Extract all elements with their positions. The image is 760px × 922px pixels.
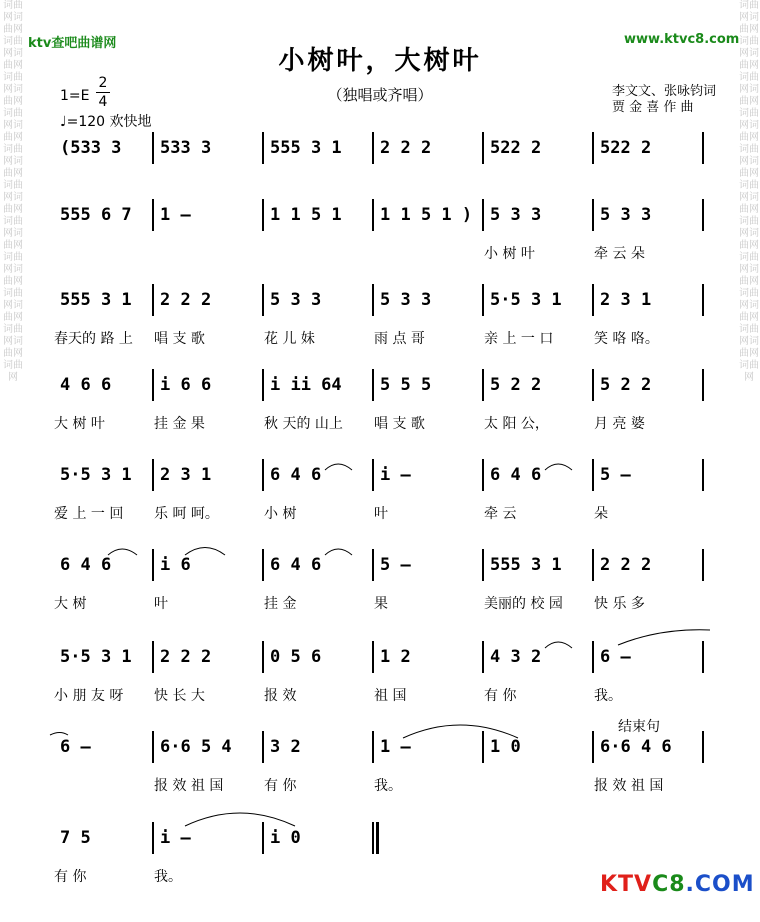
measure-lyrics: 小 树 — [264, 506, 297, 522]
measure-notes: 1 – — [160, 205, 191, 225]
measure-notes: 522 2 — [600, 138, 652, 158]
measure-lyrics: 爱 上 一 回 — [54, 506, 124, 522]
measure-notes: 5·5 3 1 — [490, 290, 562, 310]
measure-lyrics: 报 效 祖 国 — [154, 778, 224, 794]
measure-notes: 5·5 3 1 — [60, 465, 132, 485]
measure-lyrics: 秋 天的 山上 — [264, 416, 343, 432]
measure-lyrics: 太 阳 公， — [484, 416, 549, 432]
slur-arc — [185, 548, 225, 556]
tempo-marking: ♩=120 欢快地 — [60, 114, 152, 130]
measure-lyrics: 报 效 祖 国 — [594, 778, 664, 794]
measure-notes: 1 2 — [380, 647, 411, 667]
site-name-left: ktv查吧曲谱网 — [28, 36, 117, 51]
measure-notes: 2 2 2 — [160, 290, 212, 310]
measure-lyrics: 快 乐 多 — [594, 596, 645, 612]
measure-notes: 5 – — [600, 465, 631, 485]
logo-part-ktv: KTV — [600, 872, 653, 897]
song-subtitle: （独唱或齐唱） — [327, 86, 433, 104]
measure-lyrics: 唱 支 歌 — [154, 331, 205, 347]
measure-notes: 1 – — [380, 737, 411, 757]
measure-notes: i – — [380, 465, 411, 485]
measure-notes: i 6 — [160, 555, 191, 575]
meter-bottom: 4 — [96, 92, 110, 111]
measure-lyrics: 唱 支 歌 — [374, 416, 425, 432]
measure-notes: i ii 64 — [270, 375, 342, 395]
measure-notes: 2 2 2 — [380, 138, 432, 158]
measure-lyrics: 朵 — [594, 506, 608, 522]
measure-lyrics: 报 效 — [264, 688, 297, 704]
measure-notes: i 0 — [270, 828, 301, 848]
meter-top: 2 — [98, 75, 108, 91]
measure-lyrics: 叶 — [154, 596, 168, 612]
measure-lyrics: 我。 — [154, 869, 182, 885]
measure-lyrics: 有 你 — [484, 688, 517, 704]
measure-notes: 1 0 — [490, 737, 521, 757]
measure-lyrics: 花 儿 妹 — [264, 331, 315, 347]
measure-lyrics: 我。 — [594, 688, 622, 704]
measure-lyrics: 果 — [374, 596, 388, 612]
measure-lyrics: 雨 点 哥 — [374, 331, 425, 347]
measure-notes: 5 3 3 — [600, 205, 652, 225]
measure-notes: i – — [160, 828, 191, 848]
logo-part-c8: C8 — [652, 872, 686, 897]
ending-label: 结束句 — [618, 719, 660, 735]
measure-lyrics: 挂 金 果 — [154, 416, 205, 432]
measure-notes: 6 – — [600, 647, 631, 667]
slur-arc — [108, 549, 137, 555]
watermark-left: 词曲网词曲网词曲网词曲网词曲网词曲网词曲网词曲网词曲网词曲网词曲网词曲网词曲网词曲网词曲网词曲网词曲网词曲网词曲网词曲网词曲网 — [3, 0, 23, 383]
measure-notes: 533 3 — [160, 138, 212, 158]
measure-notes: 5·5 3 1 — [60, 647, 132, 667]
measure-notes: 5 2 2 — [490, 375, 542, 395]
measure-lyrics: 美丽的 校 园 — [484, 596, 563, 612]
measure-lyrics: 大 树 — [54, 596, 87, 612]
measure-notes: 6 – — [60, 737, 91, 757]
measure-lyrics: 叶 — [374, 506, 388, 522]
measure-lyrics: 大 树 叶 — [54, 416, 105, 432]
measure-lyrics: 春天的 路 上 — [54, 331, 133, 347]
credits-composer: 贾 金 喜 作 曲 — [612, 100, 694, 115]
measure-lyrics: 祖 国 — [374, 688, 407, 704]
key-signature: 1=E — [60, 88, 90, 104]
measure-lyrics: 牵 云 朵 — [594, 246, 645, 262]
measure-notes: 3 2 — [270, 737, 301, 757]
measure-lyrics: 牵 云 — [484, 506, 517, 522]
measure-notes: 6 4 6 — [270, 465, 322, 485]
measure-notes: 5 3 3 — [270, 290, 322, 310]
measure-notes: 5 5 5 — [380, 375, 432, 395]
logo-part-com: .COM — [685, 872, 755, 897]
measure-lyrics: 快 长 大 — [154, 688, 205, 704]
measure-lyrics: 笑 咯 咯。 — [594, 331, 659, 347]
measure-lyrics: 小 朋 友 呀 — [54, 688, 124, 704]
measure-lyrics: 月 亮 婆 — [594, 416, 645, 432]
slur-arc — [50, 733, 68, 736]
measure-notes: 555 6 7 — [60, 205, 132, 225]
slur-arc — [185, 813, 295, 826]
measure-notes: 6 4 6 — [270, 555, 322, 575]
measure-notes: 1 1 5 1 ) — [380, 205, 473, 225]
measure-lyrics: 乐 呵 呵。 — [154, 506, 219, 522]
measure-lyrics: 我。 — [374, 778, 402, 794]
watermark-right: 词曲网词曲网词曲网词曲网词曲网词曲网词曲网词曲网词曲网词曲网词曲网词曲网词曲网词曲网词曲网词曲网词曲网词曲网词曲网词曲网词曲网 — [739, 0, 759, 383]
measure-notes: i 6 6 — [160, 375, 212, 395]
measure-notes: 2 2 2 — [160, 647, 212, 667]
measure-notes: 5 3 3 — [490, 205, 542, 225]
measure-notes: 5 – — [380, 555, 411, 575]
site-url-right: www.ktvc8.com — [624, 32, 740, 47]
song-title: 小树叶，大树叶 — [278, 46, 482, 76]
measure-notes: 6 4 6 — [60, 555, 112, 575]
measure-notes: 6·6 5 4 — [160, 737, 232, 757]
measure-notes: 6 4 6 — [490, 465, 542, 485]
credits-lyricist: 李文文、张咏钧词 — [612, 84, 717, 99]
slur-arc — [618, 630, 710, 645]
measure-lyrics: 亲 上 一 口 — [484, 331, 554, 347]
measure-notes: 2 3 1 — [600, 290, 652, 310]
measure-notes: 2 3 1 — [160, 465, 212, 485]
measure-notes: 6·6 4 6 — [600, 737, 672, 757]
measure-notes: 5 3 3 — [380, 290, 432, 310]
slur-arc — [325, 464, 352, 470]
measure-notes: 1 1 5 1 — [270, 205, 342, 225]
measure-notes: (533 3 — [60, 138, 122, 158]
slur-arc — [545, 464, 572, 470]
measure-notes: 522 2 — [490, 138, 542, 158]
measure-notes: 4 6 6 — [60, 375, 112, 395]
measure-lyrics: 有 你 — [54, 869, 87, 885]
measure-notes: 555 3 1 — [60, 290, 132, 310]
measure-lyrics: 挂 金 — [264, 596, 297, 612]
slur-arc — [325, 549, 352, 555]
slur-arc — [545, 642, 572, 648]
measure-notes: 555 3 1 — [490, 555, 562, 575]
measure-notes: 0 5 6 — [270, 647, 322, 667]
measure-notes: 2 2 2 — [600, 555, 652, 575]
slur-arc — [403, 725, 518, 738]
measure-notes: 555 3 1 — [270, 138, 342, 158]
measure-lyrics: 有 你 — [264, 778, 297, 794]
measure-notes: 7 5 — [60, 828, 91, 848]
measure-notes: 5 2 2 — [600, 375, 652, 395]
site-logo — [600, 872, 755, 897]
measure-lyrics: 小 树 叶 — [484, 246, 535, 262]
measure-notes: 4 3 2 — [490, 647, 542, 667]
